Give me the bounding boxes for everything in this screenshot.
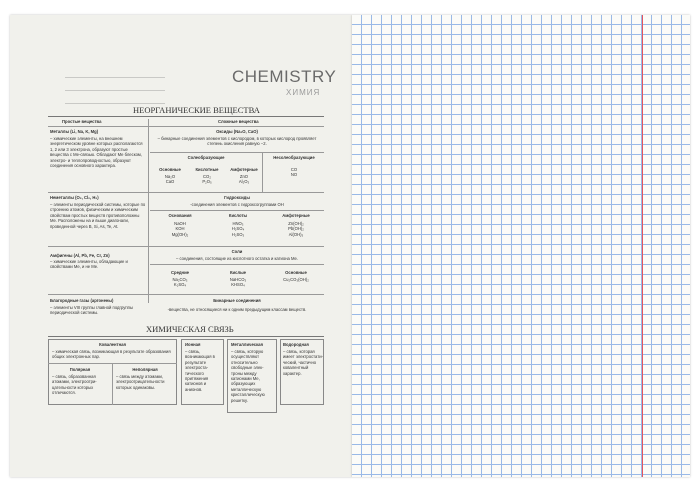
oxide-acidic-header: Кислотные [195, 167, 219, 172]
noble-gases-name: Благородные газы (аргонены) [50, 298, 114, 303]
divider [150, 152, 324, 153]
hydrogen-name: Водородная [283, 342, 309, 347]
metals-desc: – химические элементы, на внешнем энергетическом уровне которых располагаются 1, 2 или 3 электрона, образуют простые вещества с Me-связью. Обладают Me блеском, электро- и теплопроводностью, образуют соединения основного характера. [50, 136, 143, 169]
divider [112, 363, 113, 405]
salt-forming-header: Солеобразующие [187, 155, 225, 160]
polar-name: Полярная [69, 367, 91, 372]
ionic-desc: – связь, возникающая в результате электроста- тического притяжения катионов и анионов. [185, 349, 215, 392]
divider [48, 192, 324, 193]
metallic-name: Металлическая [231, 342, 263, 347]
hydrogen-desc: – связь, которая имеет электростати- ческий, частично ковалентный характер. [283, 349, 323, 376]
covalent-name: Ковалентная [99, 342, 126, 347]
nonpolar-desc: – связь между атомами, электроотрицательности которых одинаковы. [116, 374, 165, 390]
non-salt-forming-header: Несолеобразующие [273, 155, 315, 160]
col-simple-header: Простые вещества [62, 119, 102, 124]
hydroxides-name: Гидроксиды [224, 195, 250, 200]
salts-name: Соли [231, 249, 243, 254]
oxide-amphoteric-examples: ZnO Al₂O₃ [238, 174, 250, 185]
ionic-name: Ионная [185, 342, 201, 347]
divider [48, 294, 324, 295]
salt-medium-examples: Na₂CO₃ K₂SO₄ [172, 277, 188, 288]
oxide-amphoteric-header: Амфотерные [230, 167, 258, 172]
oxides-desc: – бинарные соединения элементов с кислородом, в которых кислород проявляет степень окисления равную −2. [157, 136, 317, 147]
divider [150, 264, 324, 265]
oxides-name: Оксиды (Na₂O, CaO) [216, 129, 258, 134]
acids-examples: HNO₃ H₂SO₄ H₂SO₃ [231, 221, 245, 237]
metals-name: Металлы (Li, Na, K, Mg) [50, 129, 99, 134]
amphigens-name: Амфигены (Al, Pb, Fe, Cr, Zn) [50, 253, 110, 258]
hydroxides-desc: -соединения элементов с гидроксогруппами OH [190, 202, 284, 207]
inorganic-rule [48, 116, 324, 117]
binary-name: Бинарные соединения [213, 298, 261, 303]
page-subtitle: ХИМИЯ [286, 88, 321, 97]
oxide-acidic-examples: CO₂ P₂O₅ [202, 174, 212, 185]
amph-hydroxides-examples: Zn(OH)₂ Pb(OH)₂ Al(OH)₃ [288, 221, 304, 237]
binary-desc: -вещества, не относящиеся ни к одним предыдущим классам веществ. [167, 307, 307, 312]
bases-examples: NaOH KOH Mg(OH)₂ [171, 221, 189, 237]
salts-desc: – соединения, состоящие из кислотного остатка и катиона Me. [176, 256, 298, 261]
grid-pattern [352, 15, 690, 477]
nonpolar-name: Неполярная [132, 367, 158, 372]
nonmetals-desc: – элементы периодической системы, которые по строению атомов, физическим и химическим свойствам простых веществ противоположны Me. Расположены на и выше диагонали, проведенной через B, Si, As, Te, At. [50, 202, 146, 229]
divider [148, 119, 149, 303]
salt-acidic-examples: NaHCO₃ KHSO₄ [229, 277, 247, 288]
salt-acidic-header: Кислые [229, 270, 247, 275]
oxide-basic-header: Основные [159, 167, 181, 172]
acids-header: Кислоты [228, 213, 248, 218]
divider [48, 126, 324, 127]
margin-line [642, 15, 643, 477]
divider [262, 152, 263, 192]
polar-desc: – связь, образованная атомами, электроотри- цательности которых отличаются. [52, 374, 97, 396]
oxide-basic-examples: Na₂O CaO [164, 174, 176, 185]
bases-header: Основания [168, 213, 192, 218]
noble-gases-desc: – элементы VIII группы главной подгруппы периодической системы. [50, 305, 133, 316]
salt-basic-header: Основные [285, 270, 307, 275]
metallic-desc: – связь, которую осуществляют относительно свободные элек- троны между катионами Me, образующих металлическую кристаллическую решетку. [231, 349, 265, 403]
salt-basic-examples: Cu₂CO₃(OH)₂ [283, 277, 309, 282]
amph-hydroxides-header: Амфотерные [282, 213, 310, 218]
oxide-non-examples: CO NO [290, 167, 298, 178]
bond-title: ХИМИЧЕСКАЯ СВЯЗЬ [146, 324, 234, 334]
inorganic-title: НЕОРГАНИЧЕСКИЕ ВЕЩЕСТВА [133, 105, 260, 115]
col-complex-header: Сложные вещества [218, 119, 259, 124]
covalent-desc: – химическая связь, возникающая в результате образования общих электронных пар. [52, 349, 171, 360]
amphigens-desc: – химические элементы, обладающие и свойствами Me, и не Me. [50, 259, 128, 270]
page-title: CHEMISTRY [232, 67, 337, 86]
bond-rule [48, 336, 324, 337]
nonmetals-name: Неметаллы (O₂, Cl₂, H₂) [50, 195, 99, 200]
divider [150, 210, 324, 211]
salt-medium-header: Средние [170, 270, 189, 275]
grid-page [352, 15, 690, 477]
divider [48, 246, 324, 247]
